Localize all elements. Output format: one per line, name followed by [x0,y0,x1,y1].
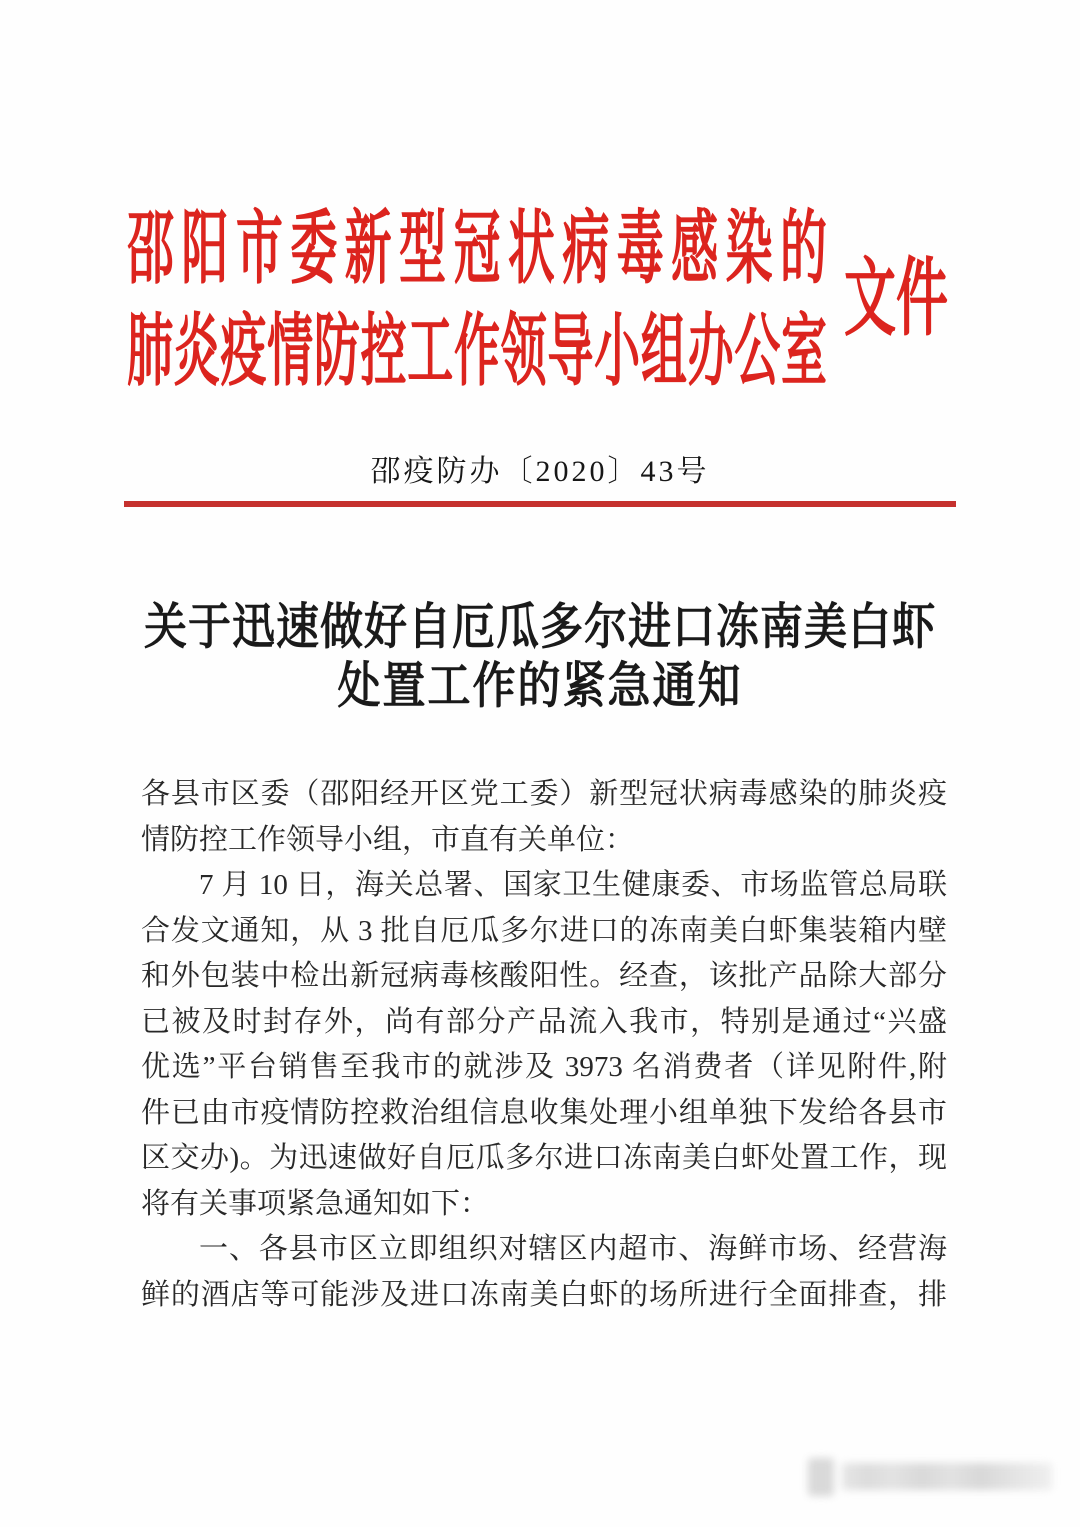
body-line: 和外包装中检出新冠病毒核酸阳性。经查，该批产品除大部分 [141,960,947,992]
issuing-org-line2: 肺炎疫情防控工作领导小组办公室 [127,307,828,392]
body-line: 一、各县市区立即组织对辖区内超市、海鲜市场、经营海 [199,1233,947,1265]
body-line: 已被及时封存外，尚有部分产品流入我市，特别是通过“兴盛 [141,1005,947,1038]
document-label: 文件 [844,252,948,344]
body-line: 情防控工作领导小组，市直有关单位： [141,823,635,856]
letterhead [126,204,950,392]
body-line: 鲜的酒店等可能涉及进口冻南美白虾的场所进行全面排查，排 [141,1278,947,1311]
issuing-org-line1: 邵阳市委新型冠状病毒感染的 [127,205,828,290]
document-label-svg [842,252,950,344]
body-line: 优选”平台销售至我市的就涉及 3973 名消费者（详见附件,附 [141,1051,947,1083]
body-line: 区交办)。为迅速做好自厄瓜多尔进口冻南美白虾处置工作，现 [141,1142,947,1174]
document-title-line1: 关于迅速做好自厄瓜多尔进口冻南美白虾 [144,601,936,656]
document-body [141,772,947,1318]
issuing-organization [126,204,828,392]
body-line: 7 月 10 日，海关总署、国家卫生健康委、市场监管总局联 [199,869,947,901]
issuing-org-line1-svg [126,204,828,290]
watermark-bar [842,1463,1052,1490]
watermark-smudge [808,1458,834,1496]
body-line: 将有关事项紧急通知如下： [141,1187,490,1220]
red-divider-line [124,501,956,507]
document-title-inner [0,600,1080,717]
blurred-watermark [806,1450,1064,1504]
document-title [0,600,1080,714]
issuing-org-line2-svg [126,306,828,392]
body-line: 件已由市疫情防控救治组信息收集处理小组单独下发给各县市 [141,1096,947,1129]
body-line: 各县市区委（邵阳经开区党工委）新型冠状病毒感染的肺炎疫 [141,778,947,810]
body-line: 合发文通知，从 3 批自厄瓜多尔进口的冻南美白虾集装箱内壁 [141,914,947,947]
document-title-line2: 处置工作的紧急通知 [337,659,743,714]
document-number: 邵疫防办〔2020〕43号 [370,455,710,488]
